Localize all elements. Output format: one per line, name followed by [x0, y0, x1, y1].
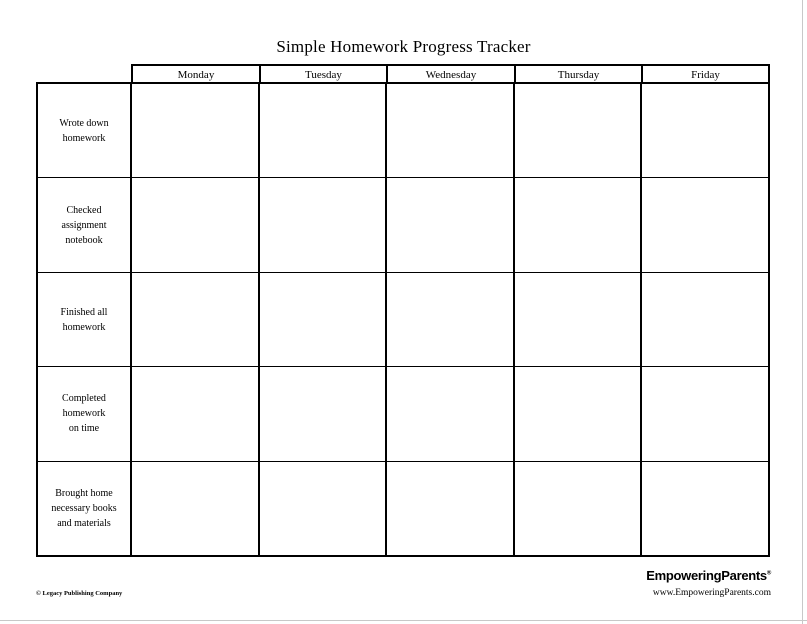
- brand-name: EmpoweringParents: [646, 568, 767, 583]
- registered-mark: ®: [766, 570, 771, 577]
- task-label-text: Brought home necessary books and materials: [51, 487, 117, 529]
- copyright-notice: © Legacy Publishing Company: [36, 590, 123, 597]
- brand-logo: [560, 568, 771, 583]
- tracker-cell[interactable]: [387, 367, 515, 460]
- tracker-cell[interactable]: [260, 178, 387, 271]
- tracker-row: [38, 84, 768, 178]
- tracker-cell[interactable]: [642, 462, 767, 555]
- task-label: [38, 84, 132, 177]
- tracker-cell[interactable]: [387, 462, 515, 555]
- tracker-cell[interactable]: [642, 178, 767, 271]
- tracker-row: [38, 462, 768, 555]
- tracker-cell[interactable]: [132, 84, 260, 177]
- task-label-text: Checked assignment notebook: [61, 204, 107, 246]
- tracker-cell[interactable]: [132, 462, 260, 555]
- day-header-friday: Friday: [691, 69, 720, 81]
- tracker-cell[interactable]: [260, 367, 387, 460]
- tracker-cell[interactable]: [515, 178, 642, 271]
- task-label-text: Finished all homework: [60, 306, 108, 333]
- tracker-cell[interactable]: [515, 462, 642, 555]
- task-label: [38, 462, 132, 555]
- task-label: [38, 178, 132, 271]
- page-edge-bottom: [0, 620, 807, 621]
- day-header-monday: Monday: [133, 66, 261, 83]
- page-edge-right: [802, 0, 803, 624]
- tracker-cell[interactable]: [260, 84, 387, 177]
- tracker-row: [38, 178, 768, 272]
- tracker-cell[interactable]: [515, 84, 642, 177]
- tracker-cell[interactable]: [132, 273, 260, 366]
- page-title: Simple Homework Progress Tracker: [276, 37, 531, 56]
- day-header-thursday: Thursday: [516, 66, 643, 83]
- task-label: [38, 273, 132, 366]
- tracker-cell[interactable]: [387, 178, 515, 271]
- tracker-cell[interactable]: [642, 84, 767, 177]
- tracker-cell[interactable]: [515, 367, 642, 460]
- tracker-cell[interactable]: [642, 273, 767, 366]
- tracker-cell[interactable]: [515, 273, 642, 366]
- tracker-row: [38, 273, 768, 367]
- tracker-cell[interactable]: [132, 178, 260, 271]
- task-label-text: Completed homework on time: [62, 393, 106, 435]
- tracker-cell[interactable]: [387, 84, 515, 177]
- tracker-cell[interactable]: [260, 462, 387, 555]
- tracker-row: [38, 367, 768, 461]
- brand-url: www.EmpoweringParents.com: [652, 588, 771, 598]
- tracker-cell[interactable]: [387, 273, 515, 366]
- tracker-cell[interactable]: [260, 273, 387, 366]
- tracker-cell[interactable]: [132, 367, 260, 460]
- tracker-grid: [36, 82, 770, 557]
- day-header-wednesday: Wednesday: [388, 66, 516, 83]
- task-label-text: Wrote down homework: [59, 117, 109, 144]
- tracker-cell[interactable]: [642, 367, 767, 460]
- task-label: [38, 367, 132, 460]
- day-header-tuesday: Tuesday: [261, 66, 388, 83]
- day-header-row: [131, 64, 770, 83]
